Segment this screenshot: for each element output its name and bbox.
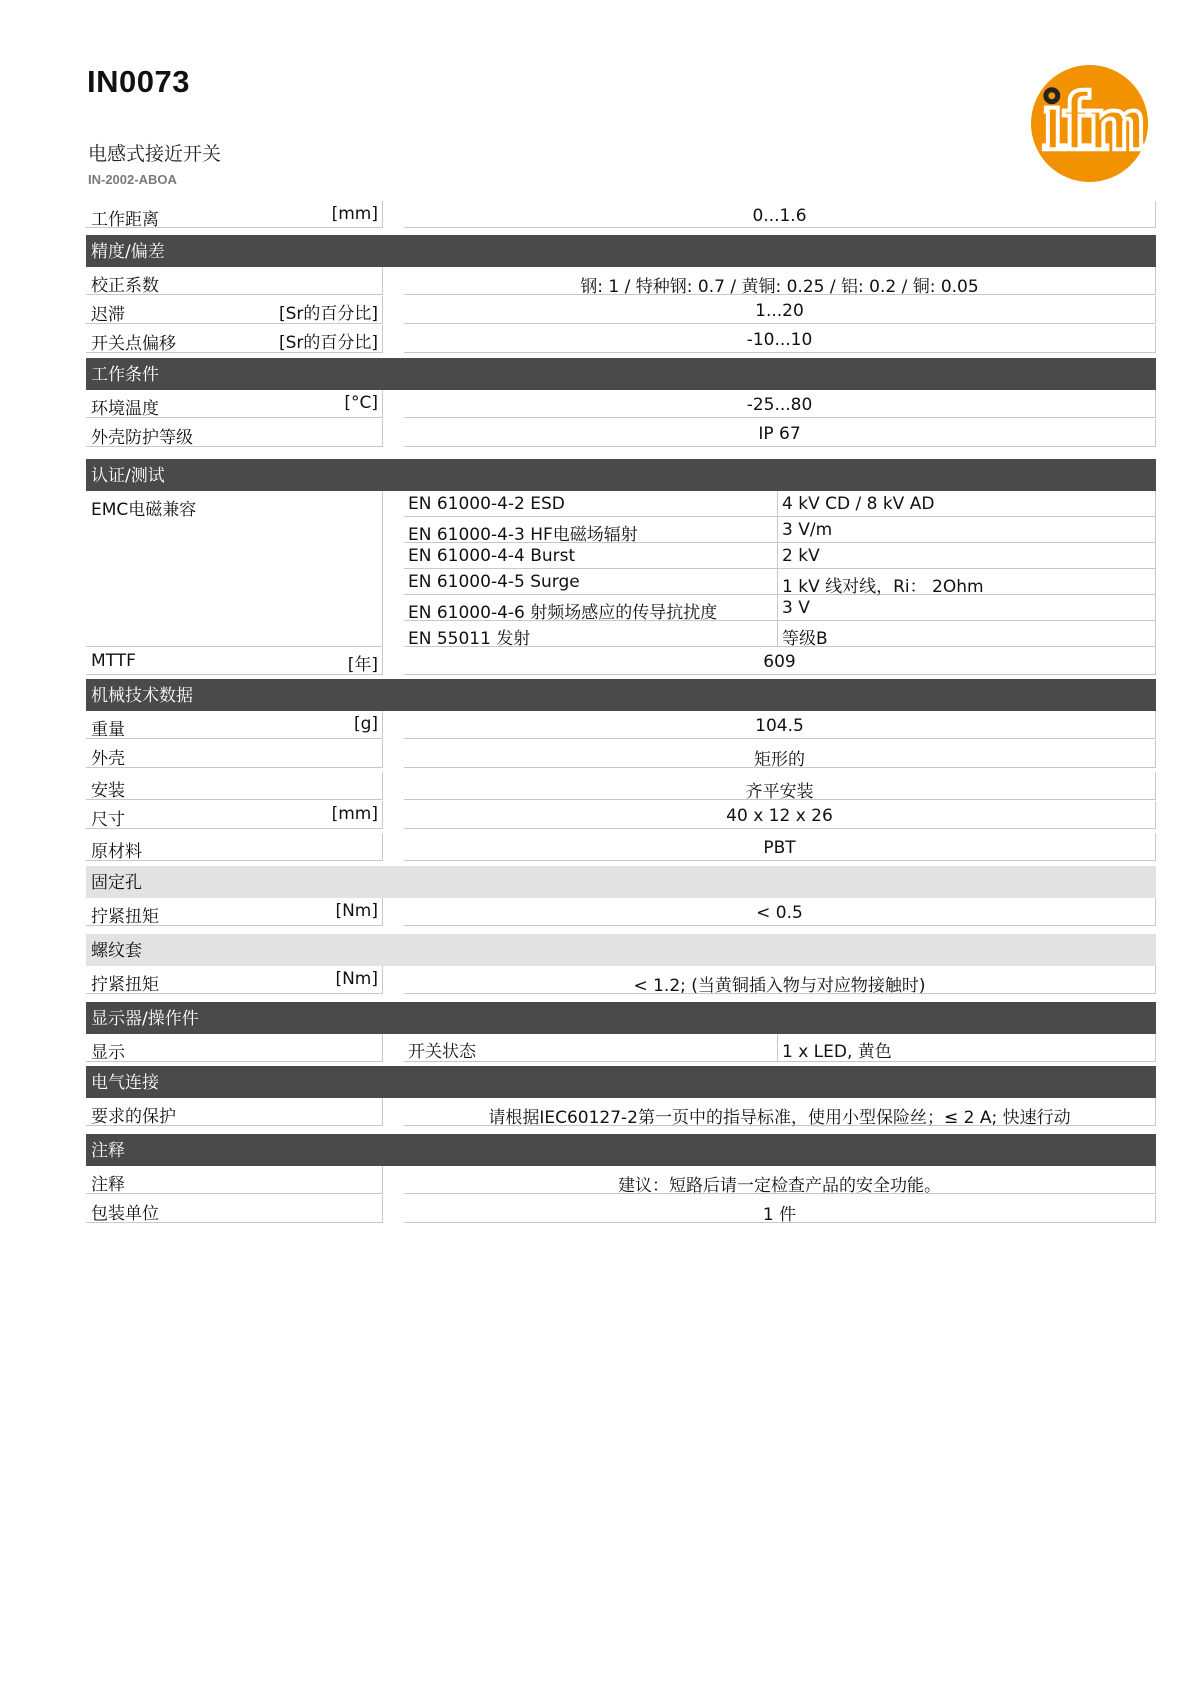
spec-value: 请根据IEC60127-2第一页中的指导标准，使用小型保险丝；≤ 2 A; 快速行动 [488,1108,1071,1128]
spec-label: 开关点偏移 [91,334,176,354]
spec-label: 重量 [91,720,125,740]
emc-value-cell: 3 V [777,595,1156,621]
spec-row-mttf [86,647,1156,675]
spec-unit: [g] [353,714,378,734]
subsection-fixing-hole: 固定孔 [86,866,1156,898]
spec-value: 40 x 12 x 26 [726,806,833,826]
subsection-threaded-insert: 螺纹套 [86,934,1156,966]
spec-row-switch-point-drift [86,325,1156,353]
spec-value: -10...10 [746,330,813,350]
emc-standard-cell: EN 55011 发射 [404,621,777,647]
spec-unit: [Nm] [335,969,378,989]
spec-label: 工作距离 [91,210,159,230]
spec-label: MTTF [91,651,136,671]
spec-row-tightening-torque-hole [86,898,1156,926]
product-title: IN0073 [87,64,190,99]
spec-row-remarks [86,1166,1156,1194]
spec-label: 外壳 [91,749,125,769]
display-value-cell: 1 x LED, 黄色 [777,1034,1156,1062]
spec-unit: [mm] [331,804,378,824]
spec-unit: [Nm] [335,901,378,921]
spec-row-tightening-torque-insert [86,966,1156,994]
spec-value: < 1.2; (当黄铜插入物与对应物接触时) [633,976,926,996]
spec-row-material [86,833,1156,861]
spec-row-display [86,1034,1156,1062]
spec-row-dimensions [86,801,1156,829]
spec-value: 609 [763,652,796,672]
spec-label: 安装 [91,781,125,801]
spec-value: 0...1.6 [752,206,807,226]
spec-unit: [Sr的百分比] [278,333,378,353]
emc-value-cell: 4 kV CD / 8 kV AD [777,491,1156,517]
spec-value: < 0.5 [756,903,803,923]
spec-row-housing [86,740,1156,768]
section-remarks: 注释 [86,1134,1156,1166]
product-type: 电感式接近开关 [88,143,222,165]
emc-value-cell: 2 kV [777,543,1156,569]
spec-row-required-protection [86,1098,1156,1126]
spec-value: 矩形的 [754,750,805,770]
section-displays-operating: 显示器/操作件 [86,1002,1156,1034]
spec-value: 1 件 [762,1205,797,1225]
spec-unit: [Sr的百分比] [278,304,378,324]
spec-row-ambient-temperature [86,390,1156,418]
spec-value: 钢: 1 / 特种钢: 0.7 / 黄铜: 0.25 / 铝: 0.2 / 铜: 0.05 [580,277,979,297]
spec-label: 外壳防护等级 [91,428,193,448]
spec-label: 拧紧扭矩 [91,907,159,927]
spec-row-sensing-range [86,201,1156,228]
emc-standard-cell: EN 61000-4-4 Burst [404,543,777,569]
spec-label: 要求的保护 [91,1107,176,1127]
spec-row-pack-quantity [86,1195,1156,1223]
spec-label: 尺寸 [91,810,125,830]
spec-value: -25...80 [746,395,813,415]
emc-value-cell: 3 V/m [777,517,1156,543]
spec-label: 拧紧扭矩 [91,975,159,995]
spec-unit: [年] [347,655,378,675]
spec-label: 注释 [91,1175,125,1195]
spec-value: 齐平安装 [745,782,814,802]
spec-row-mounting [86,772,1156,800]
spec-unit: [°C] [344,393,378,413]
section-tests-approvals: 认证/测试 [86,459,1156,491]
spec-label: 环境温度 [91,399,159,419]
spec-label: EMC电磁兼容 [91,500,197,520]
spec-label: 显示 [91,1043,125,1063]
ifm-logo [1030,64,1149,183]
emc-standard-cell: EN 61000-4-2 ESD [404,491,777,517]
spec-row-protection-rating [86,419,1156,447]
emc-standard-cell: EN 61000-4-3 HF电磁场辐射 [404,517,777,543]
spec-label: 原材料 [91,842,142,862]
emc-value-cell: 等级B [777,621,1156,647]
section-accuracy: 精度/偏差 [86,235,1156,267]
spec-block-emc [86,491,1156,647]
section-operating-conditions: 工作条件 [86,358,1156,390]
spec-value: IP 67 [758,424,801,444]
spec-value: 建议：短路后请一定检查产品的安全功能。 [618,1176,941,1196]
spec-value: 104.5 [755,716,804,736]
emc-standard-cell: EN 61000-4-6 射频场感应的传导抗扰度 [404,595,777,621]
display-function-cell: 开关状态 [404,1034,777,1062]
spec-unit: [mm] [331,204,378,224]
spec-label: 迟滞 [91,305,125,325]
section-electrical-connection: 电气连接 [86,1066,1156,1098]
spec-label: 校正系数 [91,276,159,296]
emc-standard-cell: EN 61000-4-5 Surge [404,569,777,595]
emc-value-cell: 1 kV 线对线，Ri： 2Ohm [777,569,1156,595]
spec-label: 包装单位 [91,1204,159,1224]
spec-row-hysteresis [86,296,1156,324]
spec-row-weight [86,711,1156,739]
spec-value: PBT [763,838,796,858]
spec-row-correction-factors [86,267,1156,295]
spec-value: 1...20 [755,301,804,321]
section-mechanical-data: 机械技术数据 [86,679,1156,711]
product-code: IN-2002-ABOA [88,172,177,187]
